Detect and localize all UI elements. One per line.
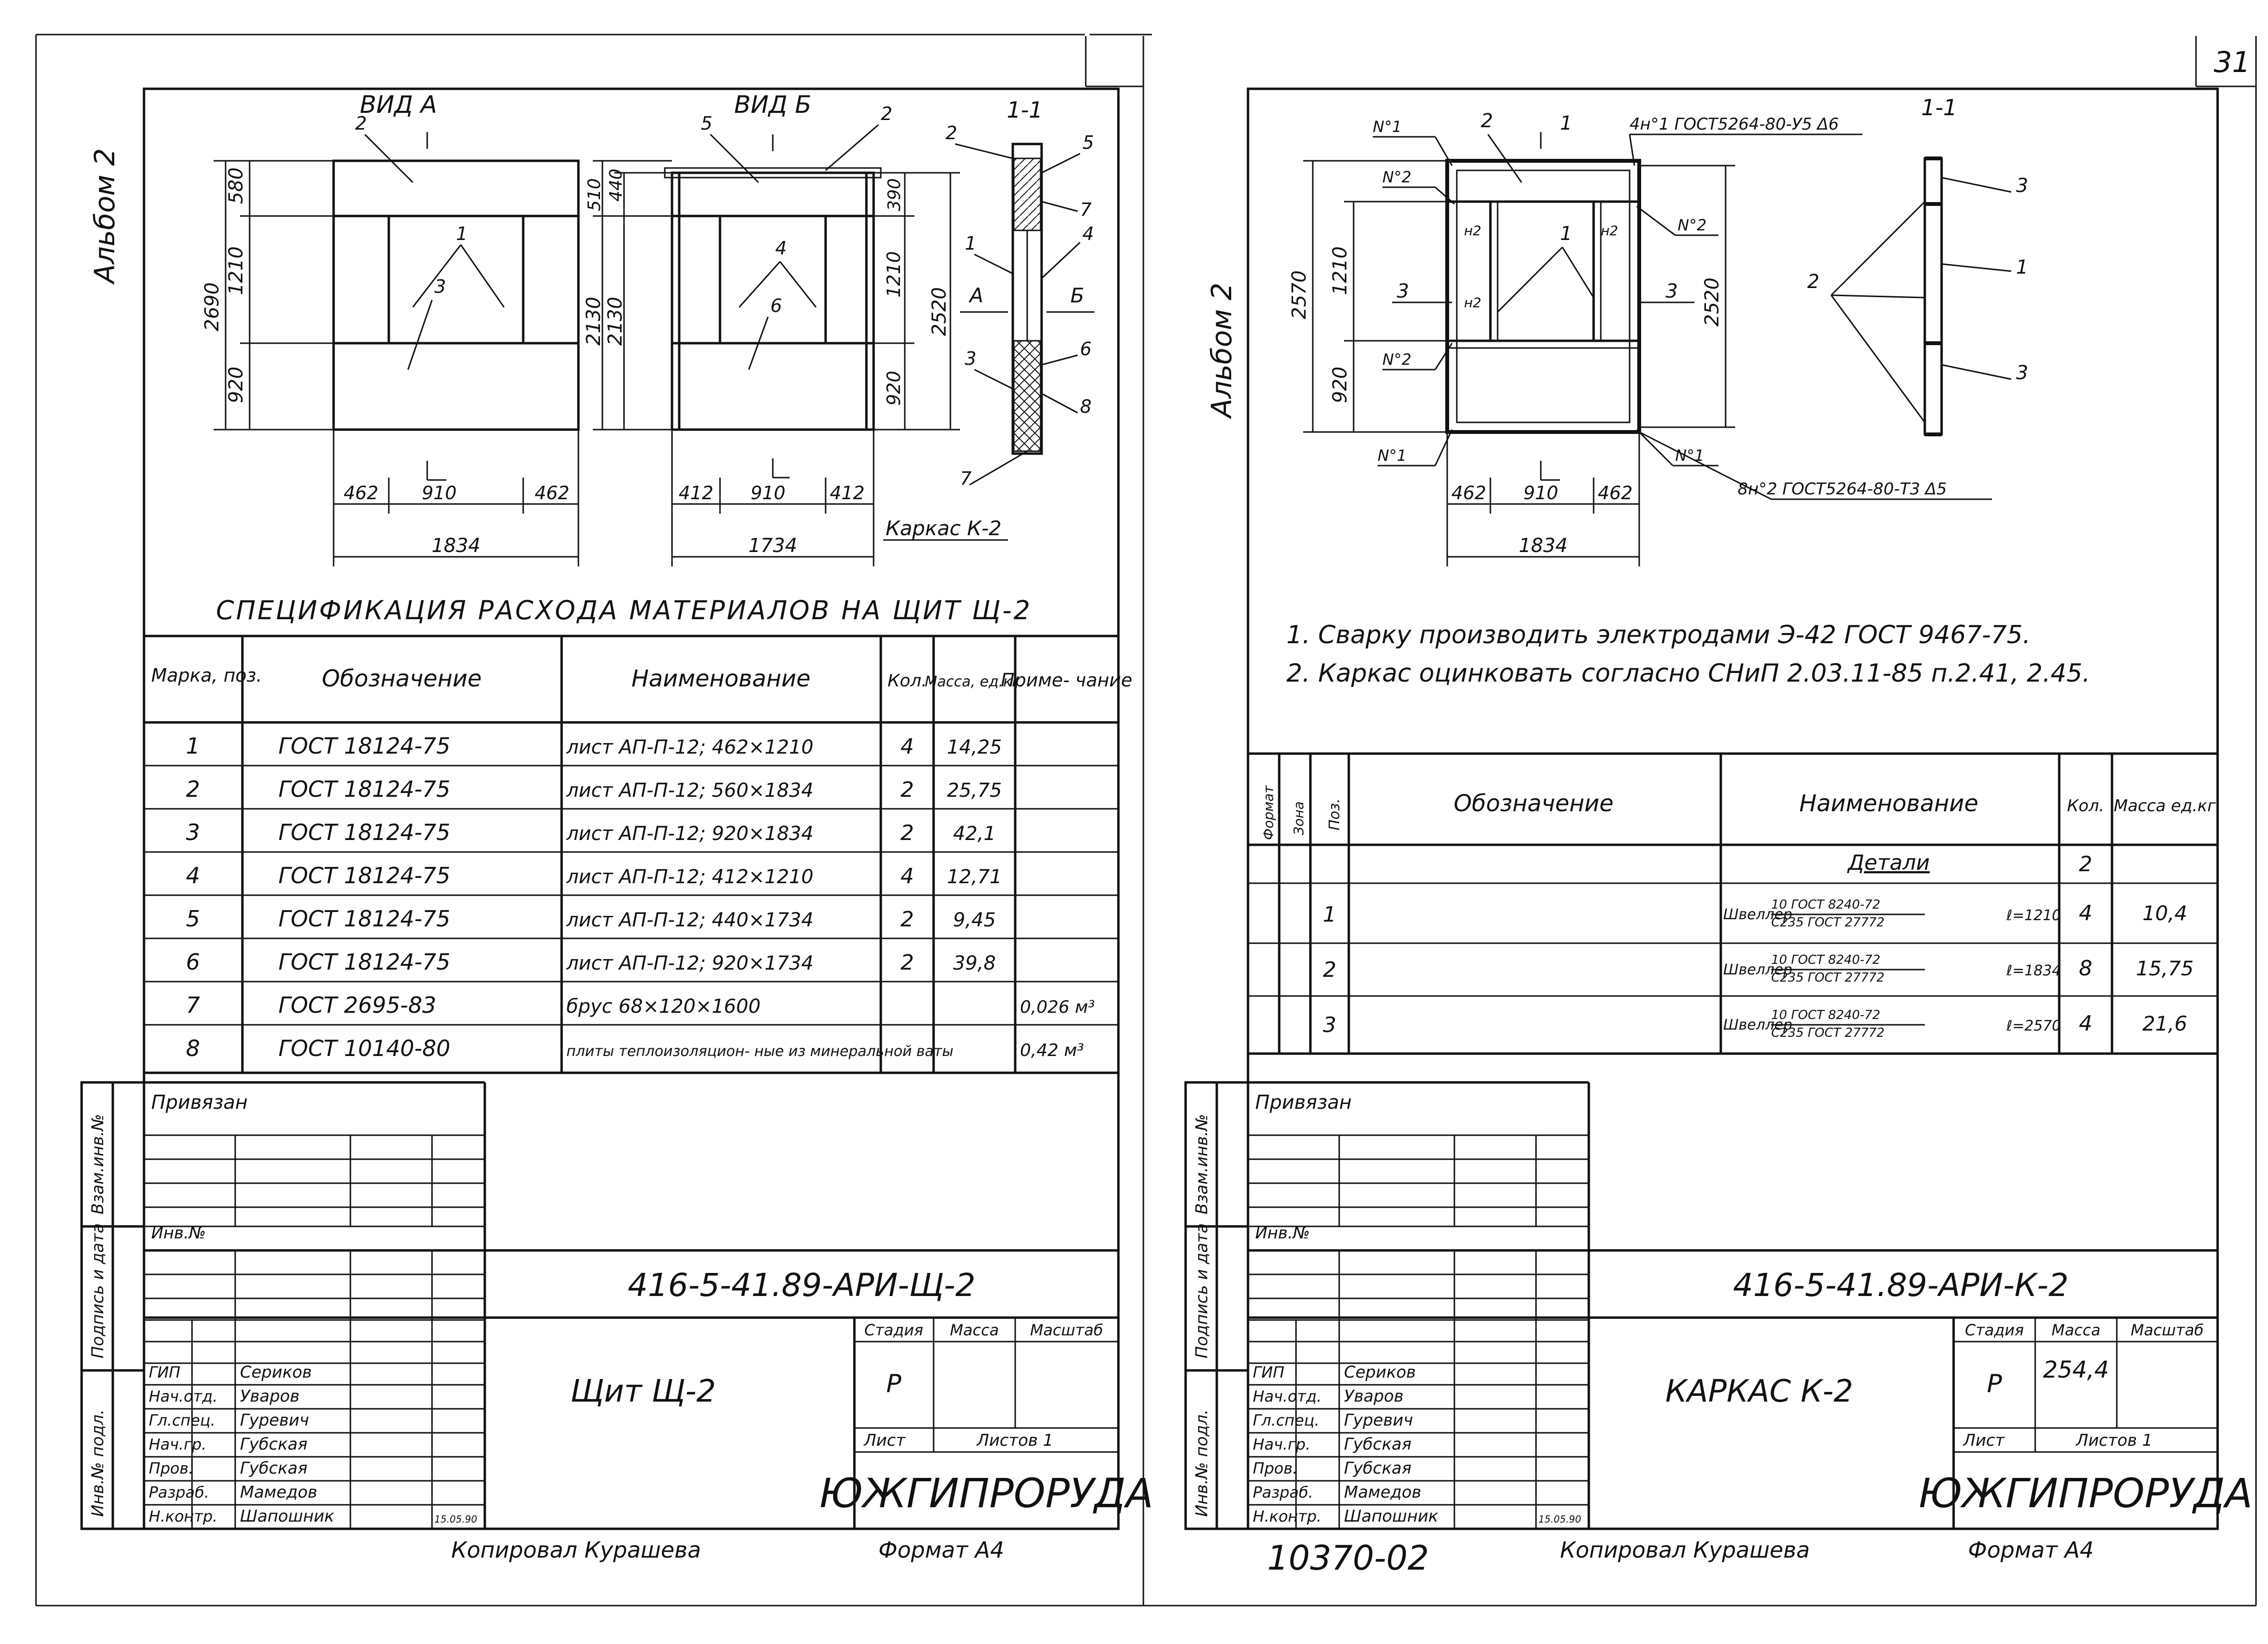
stamp-role: Н.контр. [1253, 1507, 1322, 1525]
stamp-role: Гл.спец. [1253, 1411, 1320, 1429]
right-format: Формат А4 [1968, 1537, 2094, 1563]
spec-cell-mark: 2 [186, 776, 200, 802]
k2-dim-bot: 920 [1329, 366, 1351, 403]
stamp-role: Н.контр. [149, 1507, 218, 1525]
spec-cell-note: 0,42 м³ [1020, 1041, 1084, 1060]
stamp-name: Гуревич [240, 1411, 309, 1430]
spec-cell-qty: 2 [900, 778, 914, 802]
spec-cell-designation: ГОСТ 18124-75 [278, 776, 451, 802]
stamp-name: Губская [1344, 1459, 1412, 1478]
spec-cell-designation: ГОСТ 18124-75 [278, 906, 451, 932]
left-stamp-mass-h: Масса [949, 1321, 999, 1339]
left-stamp-code: 416-5-41.89-АРИ-Щ-2 [627, 1267, 976, 1304]
left-stamp-date: 15.05.90 [434, 1513, 478, 1525]
spec-cell-pos: 3 [1323, 1013, 1336, 1037]
spec-cell-qty: 2 [900, 821, 914, 845]
spec-cell-designation: ГОСТ 2695-83 [278, 992, 436, 1018]
right-privyazan: Привязан [1255, 1092, 1352, 1114]
spec-cell-mass: 15,75 [2136, 957, 2194, 980]
spec-cell-mark: 8 [186, 1035, 200, 1061]
s-pos-1: 1 [2016, 256, 2028, 278]
right-spec-h-qty: Кол. [2067, 796, 2104, 816]
note-1: 1. Сварку производить электродами Э-42 ГОСТ 9467-75. [1286, 621, 2031, 649]
right-spec-rows [1323, 898, 2194, 1040]
left-spec-rows [186, 733, 1095, 1061]
node-n2-ml: N°2 [1382, 350, 1412, 369]
spec-cell-name-a: Швеллер [1723, 906, 1793, 923]
right-spec-h-mass: Масса ед.кг [2113, 796, 2216, 816]
stamp-name: Мамедов [1344, 1483, 1422, 1502]
stamp-role: Гл.спец. [149, 1411, 216, 1429]
right-title-block [1248, 1082, 2253, 1529]
stamp-role: Разраб. [1253, 1483, 1313, 1501]
right-stamp-code: 416-5-41.89-АРИ-К-2 [1733, 1267, 2069, 1304]
spec-cell-qty: 4 [2079, 1011, 2092, 1036]
left-strip-vzam: Взам.инв.№ [88, 1114, 108, 1214]
k2-dim-right: 2520 [1701, 277, 1723, 326]
view-b-title: ВИД Б [734, 91, 812, 119]
spec-cell-designation: ГОСТ 18124-75 [278, 819, 451, 845]
right-sheet-no: 31 [2214, 46, 2251, 79]
left-strip-inv-podl: Инв.№ подл. [88, 1409, 108, 1517]
left-album-label: Альбом 2 [88, 148, 121, 283]
left-stamp-sheets-h: Листов 1 [977, 1431, 1054, 1450]
spec-cell-mark: 7 [186, 992, 200, 1018]
stamp-name: Уваров [240, 1387, 300, 1406]
right-section-title: 1-1 [1921, 95, 1957, 120]
node-n1-br: N°1 [1675, 446, 1704, 465]
spec-cell-name-den: С235 ГОСТ 27772 [1771, 1026, 1885, 1040]
dim-b-w1: 412 [678, 482, 714, 504]
spec-cell-len: ℓ=1210 [2006, 907, 2061, 924]
left-format: Формат А4 [878, 1537, 1004, 1563]
spec-cell-mass: 12,71 [947, 866, 1002, 888]
right-stamp-stage: Р [1987, 1369, 2002, 1398]
left-privyazan: Привязан [151, 1092, 248, 1114]
left-stamp-people [149, 1363, 335, 1526]
left-stamp-stage-h: Стадия [864, 1321, 924, 1339]
dim-b-r2: 1210 [883, 251, 904, 298]
left-title-block [144, 1082, 1153, 1529]
stamp-role: ГИП [149, 1363, 180, 1381]
section-1-1-left [883, 97, 1094, 540]
spec-cell-mark: 1 [186, 733, 200, 759]
stamp-name: Мамедов [240, 1483, 318, 1502]
node-n1-tl: N°1 [1373, 118, 1402, 136]
spec-cell-mark: 3 [186, 819, 200, 845]
frame-label-left: Каркас К-2 [886, 516, 1002, 540]
right-copied: Копировал Курашева [1560, 1537, 1810, 1563]
left-spec-table [144, 636, 1132, 1073]
spec-cell-name-a: Швеллер [1723, 961, 1793, 978]
left-side-strip [82, 1082, 144, 1529]
spec-cell-name: лист АП-П-12; 920×1734 [566, 952, 814, 974]
view-b-pos-top: 5 [701, 113, 713, 134]
sec-pos-8: 8 [1080, 396, 1092, 417]
stamp-role: Нач.гр. [149, 1435, 207, 1453]
dim-b-h2: 2130 [604, 297, 626, 346]
view-b-pos-mid: 4 [775, 238, 787, 259]
node-n2-r: N°2 [1678, 216, 1707, 234]
spec-cell-mass: 42,1 [953, 823, 996, 845]
dim-a-width: 1834 [432, 535, 480, 557]
section-1-1-right [1807, 95, 2028, 434]
spec-cell-name: лист АП-П-12; 440×1734 [566, 909, 814, 931]
spec-cell-name-den: С235 ГОСТ 27772 [1771, 915, 1885, 930]
left-inv-no: Инв.№ [151, 1224, 206, 1243]
stamp-name: Губская [1344, 1435, 1412, 1454]
node-n2-b: н2 [1464, 295, 1482, 311]
view-a-pos-top: 2 [355, 113, 367, 134]
sec-arrow-a: А [970, 284, 984, 307]
view-b-pos-top-r: 2 [881, 103, 893, 124]
sec-pos-4: 4 [1082, 223, 1094, 244]
spec-cell-mark: 5 [186, 906, 200, 932]
sec-pos-3: 3 [965, 348, 977, 369]
left-sheet [82, 89, 1153, 1563]
spec-cell-name: лист АП-П-12; 920×1834 [566, 823, 814, 845]
view-b-pos-bot: 6 [770, 295, 782, 316]
right-spec-h-format: Формат [1260, 785, 1276, 840]
stamp-name: Шапошник [240, 1507, 335, 1526]
right-stamp-scale-h: Масштаб [2130, 1321, 2204, 1339]
spec-cell-name: плиты теплоизоляцион- ные из минеральной ваты [566, 1043, 954, 1060]
left-section-title: 1-1 [1007, 97, 1043, 123]
dim-a-w2: 910 [421, 482, 457, 504]
spec-cell-qty: 2 [900, 907, 914, 932]
sec-pos-5: 5 [1082, 132, 1094, 153]
right-stamp-sheets-h: Листов 1 [2076, 1431, 2153, 1450]
spec-cell-mark: 4 [186, 863, 200, 888]
k2-dim-total: 2570 [1288, 270, 1310, 319]
dim-a-total: 2690 [201, 282, 223, 331]
right-archive-no: 10370-02 [1267, 1538, 1429, 1578]
k2-pos-top2: 2 [1481, 110, 1493, 132]
right-stamp-date: 15.05.90 [1538, 1513, 1582, 1525]
k2-dim-width: 1834 [1519, 535, 1568, 557]
left-spec-title: СПЕЦИФИКАЦИЯ РАСХОДА МАТЕРИАЛОВ НА ЩИТ Щ-2 [216, 595, 1032, 625]
left-spec-h-designation: Обозначение [322, 665, 482, 692]
view-a-title: ВИД А [360, 91, 437, 119]
spec-cell-len: ℓ=2570 [2006, 1018, 2061, 1034]
right-stamp-mass-h: Масса [2051, 1321, 2101, 1339]
spec-cell-name-num: 10 ГОСТ 8240-72 [1771, 898, 1881, 912]
dim-a-w1: 462 [343, 482, 379, 504]
sec-pos-2: 2 [946, 122, 958, 144]
s-pos-3b: 3 [2016, 362, 2028, 384]
spec-cell-mass: 10,4 [2142, 901, 2187, 925]
left-stamp-scale-h: Масштаб [1030, 1321, 1104, 1339]
right-stamp-people [1253, 1363, 1439, 1526]
k2-pos-top1: 1 [1560, 112, 1572, 134]
node-n2-a: н2 [1464, 223, 1482, 239]
dim-b-h1: 2130 [583, 297, 605, 346]
spec-cell-mass: 14,25 [947, 736, 1002, 758]
spec-cell-name: лист АП-П-12; 412×1210 [566, 866, 814, 888]
stamp-name: Губская [240, 1459, 308, 1478]
spec-cell-mass: 9,45 [953, 909, 996, 931]
k2-dim-w2: 910 [1523, 482, 1559, 504]
stamp-name: Губская [240, 1435, 308, 1454]
sec-pos-1: 1 [965, 233, 977, 254]
k2-pos-right3: 3 [1666, 280, 1678, 302]
spec-cell-qty: 4 [900, 734, 914, 759]
dim-b-w2: 910 [750, 482, 786, 504]
dim-b-width: 1734 [748, 535, 797, 557]
stamp-name: Сериков [1344, 1363, 1416, 1382]
frame-k2-drawing [1288, 110, 1992, 566]
right-spec-h-zone: Зона [1291, 801, 1307, 835]
right-stamp-title: КАРКАС К-2 [1665, 1374, 1853, 1409]
view-a-drawing [201, 91, 578, 566]
spec-cell-name-den: С235 ГОСТ 27772 [1771, 971, 1885, 985]
right-strip-inv-podl: Инв.№ подл. [1192, 1409, 1212, 1517]
spec-cell-designation: ГОСТ 10140-80 [278, 1035, 451, 1061]
spec-cell-pos: 1 [1323, 902, 1336, 927]
view-a-pos-bot: 3 [434, 276, 446, 297]
s-pos-2: 2 [1807, 271, 1820, 293]
dim-b-w3: 412 [829, 482, 865, 504]
view-a-pos-mid: 1 [456, 223, 468, 244]
k2-pos-left3: 3 [1397, 280, 1409, 302]
left-spec-h-mark: Марка, поз. [151, 665, 262, 686]
weld-top: 4н°1 ГОСТ5264-80-У5 Δ6 [1630, 115, 1839, 134]
left-stamp-title: Щит Щ-2 [570, 1374, 716, 1409]
node-n2-tl: N°2 [1382, 168, 1412, 186]
spec-cell-qty: 4 [900, 864, 914, 888]
spec-cell-mass: 25,75 [947, 780, 1002, 802]
left-copied: Копировал Курашева [451, 1537, 701, 1563]
stamp-name: Гуревич [1344, 1411, 1413, 1430]
stamp-name: Уваров [1344, 1387, 1404, 1406]
k2-dim-w3: 462 [1597, 482, 1633, 504]
spec-cell-mass: 39,8 [953, 952, 996, 974]
spec-cell-mark: 6 [186, 949, 200, 975]
right-spec-h-name: Наименование [1799, 790, 1979, 817]
spec-cell-note: 0,026 м³ [1020, 997, 1095, 1017]
spec-cell-name-num: 10 ГОСТ 8240-72 [1771, 1008, 1881, 1022]
spec-cell-name: лист АП-П-12; 560×1834 [566, 780, 814, 802]
right-stamp-sheet-h: Лист [1963, 1431, 2005, 1450]
right-album-label: Альбом 2 [1205, 282, 1238, 418]
dim-a-w3: 462 [534, 482, 570, 504]
stamp-role: ГИП [1253, 1363, 1284, 1381]
k2-dim-mid: 1210 [1329, 246, 1351, 295]
stamp-name: Сериков [240, 1363, 312, 1382]
right-inv-no: Инв.№ [1255, 1224, 1310, 1243]
sec-arrow-b: Б [1070, 284, 1084, 307]
sec-pos-6: 6 [1080, 338, 1092, 360]
spec-cell-qty: 4 [2079, 901, 2092, 925]
right-side-strip [1186, 1082, 1248, 1529]
dim-b-top2: 440 [606, 168, 626, 202]
stamp-name: Шапошник [1344, 1507, 1439, 1526]
right-sheet [1186, 46, 2253, 1578]
note-2: 2. Каркас оцинковать согласно СНиП 2.03.11-85 п.2.41, 2.45. [1286, 659, 2090, 688]
left-stamp-org: ЮЖГИПРОРУДА [819, 1470, 1153, 1517]
left-spec-h-name: Наименование [631, 665, 811, 692]
view-b-drawing [583, 91, 960, 566]
left-strip-podpis: Подпись и дата [88, 1223, 108, 1358]
spec-cell-name-a: Швеллер [1723, 1017, 1793, 1033]
right-strip-podpis: Подпись и дата [1192, 1223, 1212, 1358]
spec-cell-designation: ГОСТ 18124-75 [278, 949, 451, 975]
stamp-role: Пров. [149, 1459, 193, 1477]
node-n2-c: н2 [1601, 223, 1619, 239]
dim-b-top1: 510 [585, 178, 604, 211]
right-stamp-org: ЮЖГИПРОРУДА [1919, 1470, 2253, 1517]
stamp-role: Нач.отд. [1253, 1387, 1322, 1405]
sec-pos-7: 7 [1080, 199, 1092, 220]
left-spec-h-note: Приме- чание [1001, 670, 1132, 691]
spec-cell-designation: ГОСТ 18124-75 [278, 863, 451, 888]
stamp-role: Разраб. [149, 1483, 209, 1501]
dim-b-r1: 390 [885, 178, 904, 211]
right-stamp-mass: 254,4 [2043, 1356, 2109, 1383]
left-stamp-sheet-h: Лист [864, 1431, 906, 1450]
stamp-role: Нач.отд. [149, 1387, 218, 1405]
spec-cell-pos: 2 [1323, 958, 1336, 982]
spec-cell-name: лист АП-П-12; 462×1210 [566, 736, 814, 758]
stamp-role: Пров. [1253, 1459, 1297, 1477]
right-spec-h-pos: Поз. [1326, 798, 1343, 830]
right-spec-section-qty: 2 [2079, 852, 2092, 876]
spec-cell-name-num: 10 ГОСТ 8240-72 [1771, 953, 1881, 967]
spec-cell-qty: 8 [2079, 956, 2092, 981]
node-n1-bl: N°1 [1378, 446, 1407, 465]
spec-cell-mass: 21,6 [2142, 1012, 2187, 1035]
left-spec-h-qty: Кол. [887, 671, 927, 691]
spec-cell-name: брус 68×120×1600 [566, 996, 761, 1018]
k2-pos-mid1: 1 [1560, 223, 1572, 245]
dim-a-bot: 920 [225, 366, 247, 403]
stamp-role: Нач.гр. [1253, 1435, 1311, 1453]
dim-a-top: 580 [225, 167, 247, 204]
sec-pos-7b: 7 [960, 468, 972, 489]
dim-a-mid: 1210 [225, 246, 247, 295]
right-strip-vzam: Взам.инв.№ [1192, 1114, 1212, 1214]
spec-cell-len: ℓ=1834 [2006, 962, 2061, 979]
right-stamp-stage-h: Стадия [1965, 1321, 2024, 1339]
dim-b-r3: 920 [883, 371, 904, 406]
k2-dim-w1: 462 [1451, 482, 1487, 504]
s-pos-3a: 3 [2016, 175, 2028, 197]
spec-cell-qty: 2 [900, 950, 914, 975]
right-notes [1286, 621, 2090, 688]
weld-bot: 8н°2 ГОСТ5264-80-Т3 Δ5 [1738, 480, 1947, 499]
right-spec-h-designation: Обозначение [1453, 790, 1614, 817]
right-spec-section-name: Детали [1848, 851, 1930, 875]
dim-b-total: 2520 [928, 287, 950, 336]
spec-cell-designation: ГОСТ 18124-75 [278, 733, 451, 759]
right-spec-table [1248, 754, 2218, 1054]
left-stamp-stage: Р [886, 1369, 901, 1398]
left-spec-h-mass: Масса, ед.кг. [924, 673, 1024, 690]
